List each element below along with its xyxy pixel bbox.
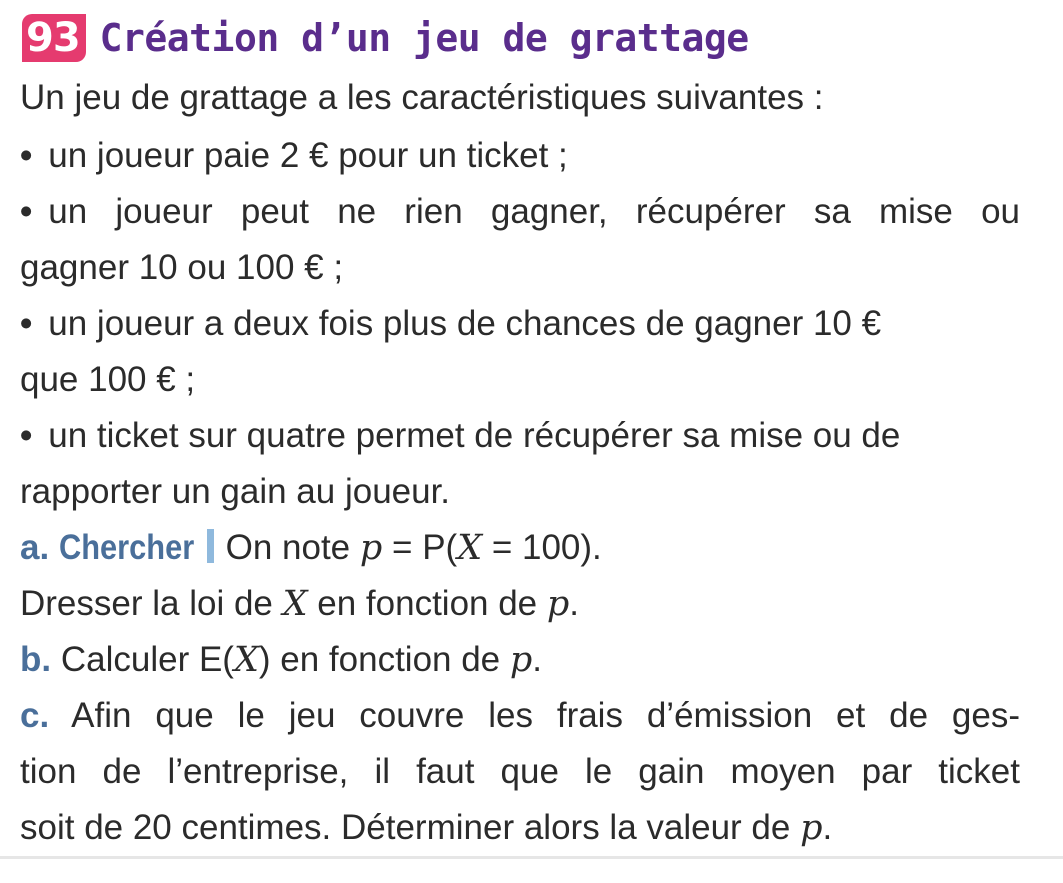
question-b-end: . [532,640,543,679]
bullet-item-2-line-2: gagner 10 ou 100 € ; [20,248,344,287]
var-p: p [359,528,383,568]
bullet-item-3-line-1 [20,302,881,346]
bullet-text: un joueur a deux fois plus de chances de gagner 10 € [48,304,882,343]
bullet-item-1 [20,134,568,178]
question-a-end: . [569,584,580,623]
question-c-end: . [822,808,833,847]
expect-close: ) [258,640,271,679]
exercise-number-badge: 93 [22,14,86,62]
exercise-header [22,12,749,64]
chercher-tag: Chercher [58,528,195,567]
prob-open: P( [422,528,458,567]
bullet-mark: • [20,304,33,343]
bullet-text: un joueur peut ne rien gagner, récupérer sa mise ou [48,192,1020,231]
bullet-text: un joueur paie 2 € pour un ticket ; [48,136,568,175]
question-a-line-2 [20,582,579,626]
bottom-divider [0,856,1063,859]
question-c-line-2: tion de l’entreprise, il faut que le gain moyen par ticket [20,752,1020,791]
question-c-label: c. [20,696,50,735]
exercise-title: Création d’un jeu de grattage [99,16,749,60]
question-a-text-3: en fonction de [307,584,547,623]
var-p: p [509,640,533,680]
var-p: p [800,808,823,848]
bullet-item-3-line-2: que 100 € ; [20,360,196,399]
question-b-text: Calculer [60,640,199,679]
intro-text: Un jeu de grattage a les caractéristiques suivantes : [20,78,824,117]
bullet-item-4-line-1 [20,414,900,458]
var-p: p [546,584,570,624]
question-a-text-2: Dresser la loi de [20,584,283,623]
chercher-bar-icon [207,529,214,563]
question-c-text-3: soit de 20 centimes. Déterminer alors la valeur de [20,808,801,847]
bullet-text: un ticket sur quatre permet de récupérer sa mise ou de [48,416,901,455]
var-x: X [233,640,259,680]
var-x: X [282,584,308,624]
bullet-item-2-line-1 [20,190,1020,234]
question-a-line-1 [20,526,602,570]
question-c-line-3 [20,806,832,850]
question-c-line-1 [20,694,1020,738]
question-b-text-2: en fonction de [270,640,510,679]
prob-eq: = 100). [482,528,602,567]
bullet-mark: • [20,136,33,175]
expect-open: E( [198,640,234,679]
question-c-text-1: Afin que le jeu couvre les frais d’émission et de ges- [71,696,1021,735]
var-x: X [457,528,483,568]
bullet-mark: • [20,192,33,231]
question-b [20,638,542,682]
question-b-label: b. [20,640,52,679]
bullet-item-4-line-2: rapporter un gain au joueur. [20,472,451,511]
bullet-mark: • [20,416,33,455]
equals-sign: = [382,528,423,567]
question-a-text: On note [225,528,351,567]
question-a-label: a. [20,528,50,567]
